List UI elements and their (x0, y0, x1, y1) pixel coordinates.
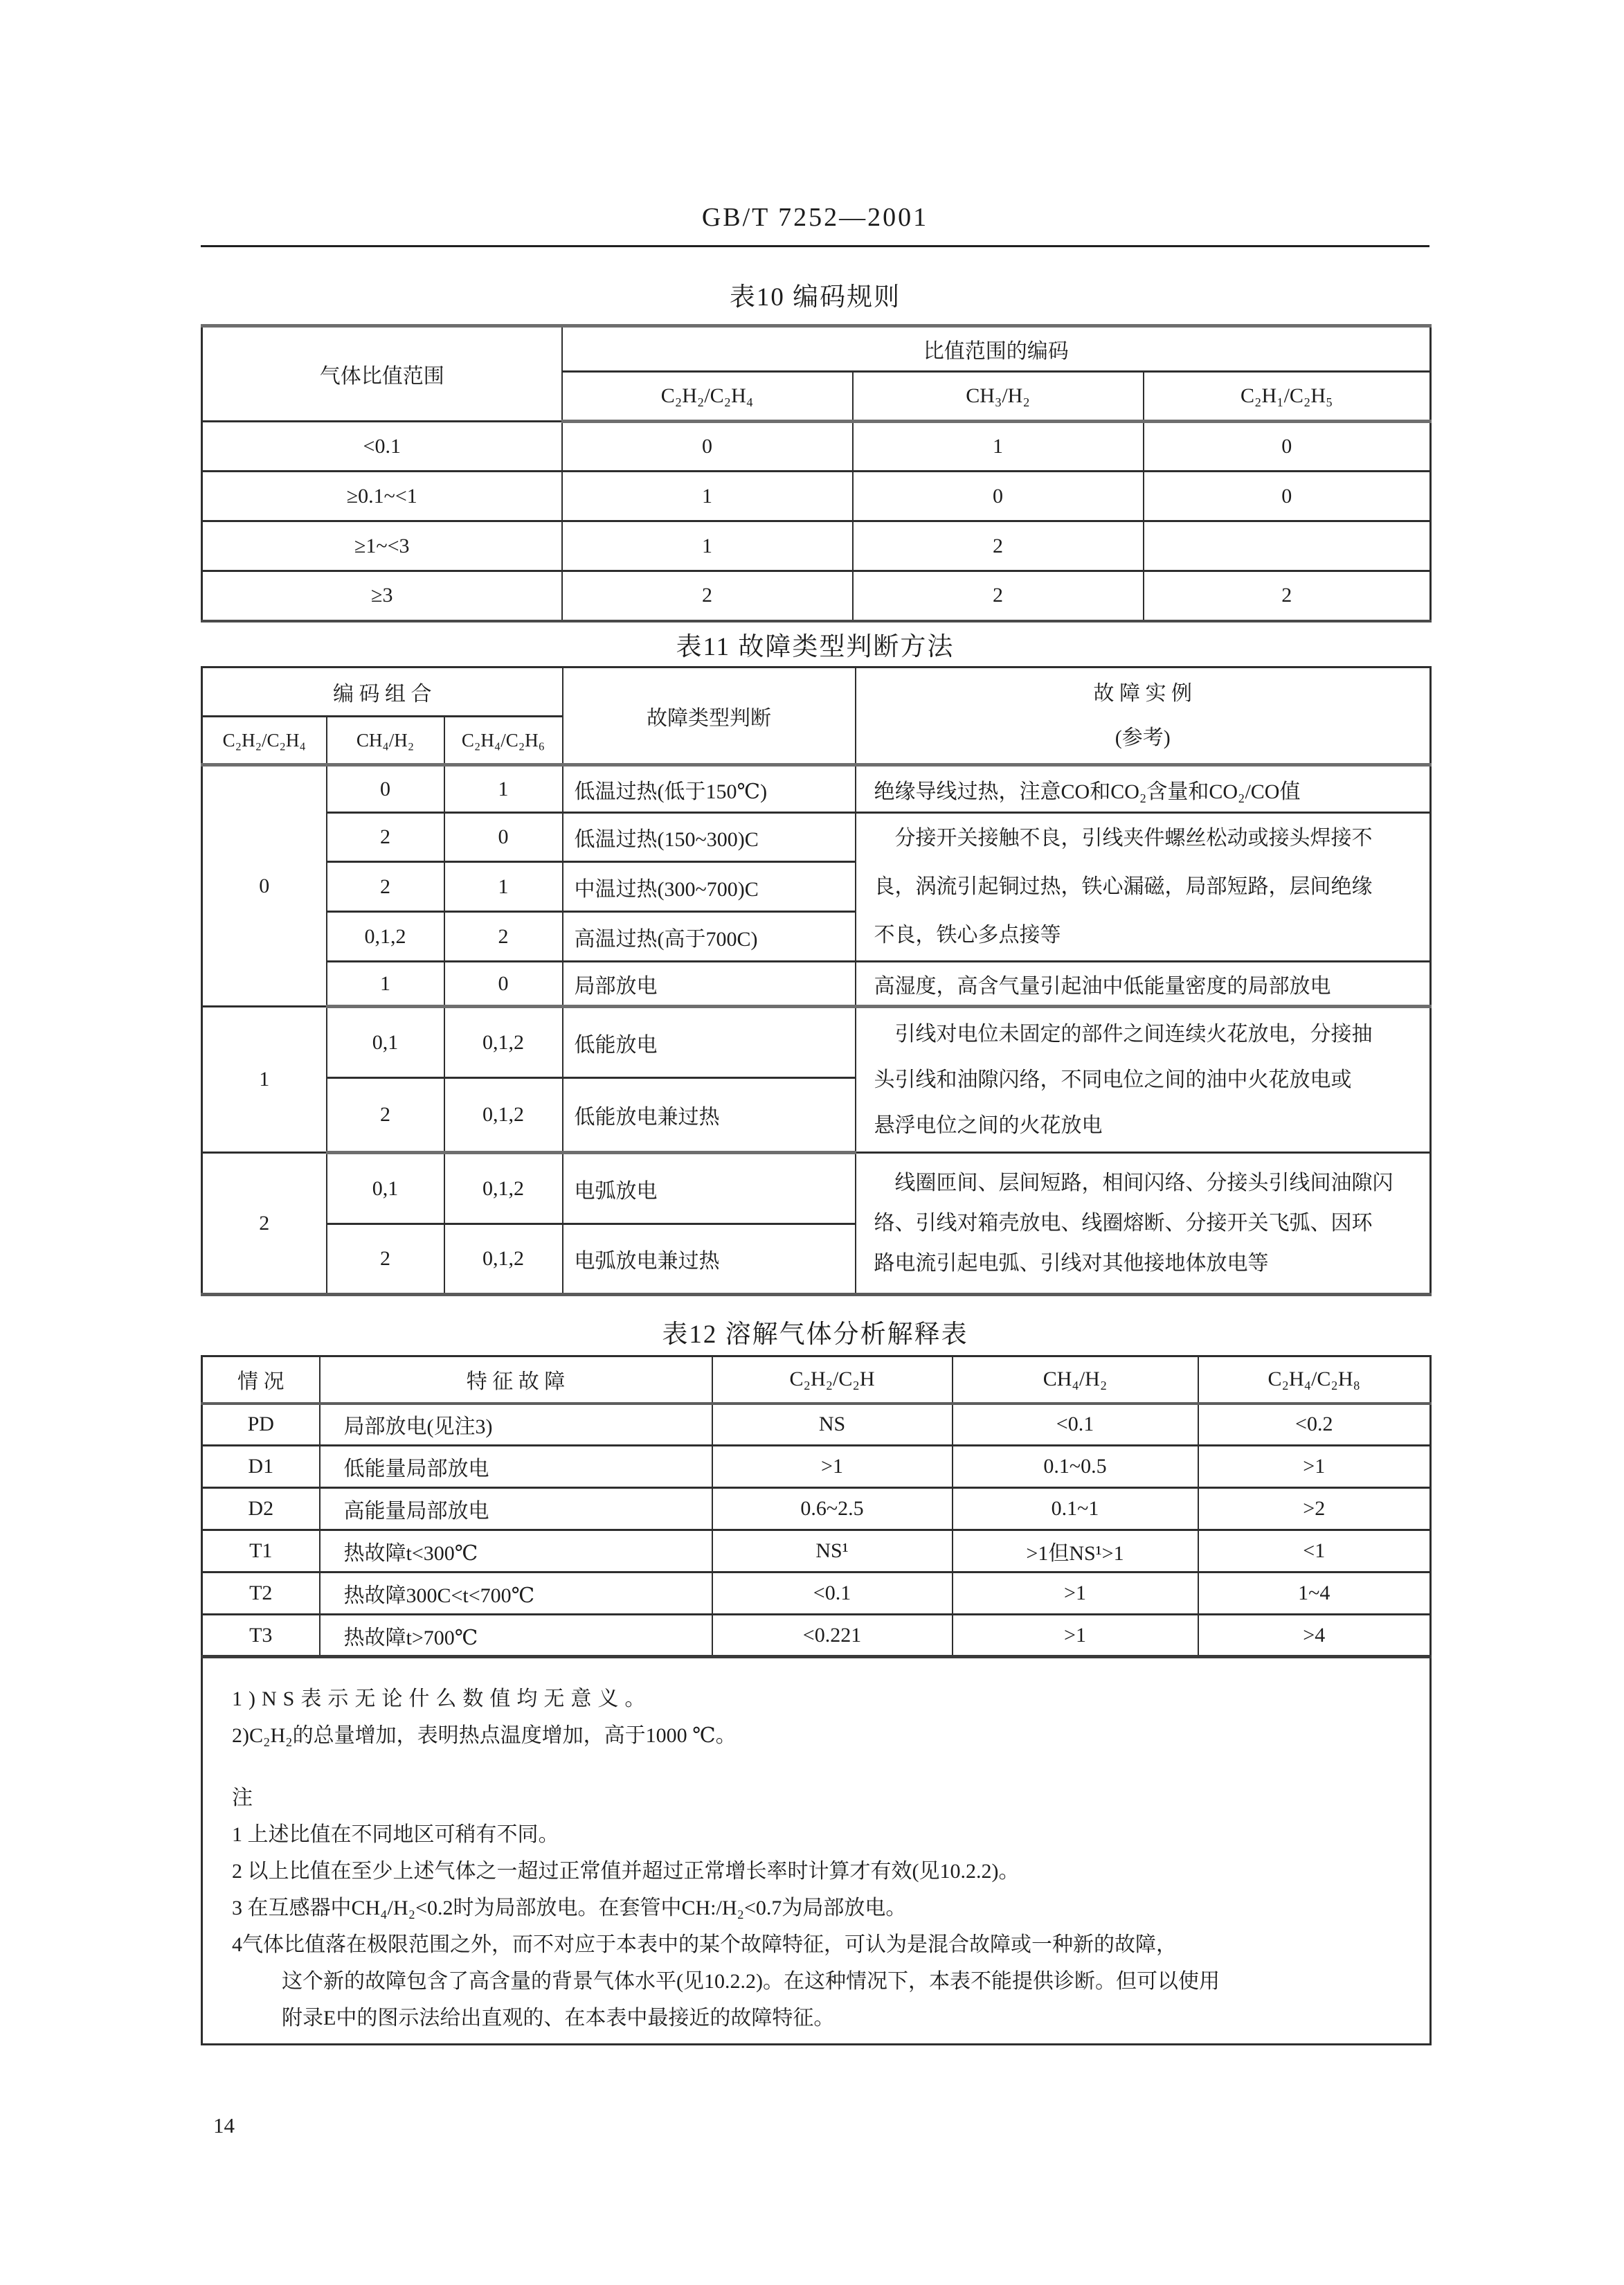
example-line: 络、引线对箱壳放电、线圈熔断、分接开关飞弧、因环 (874, 1211, 1373, 1235)
note-item-2: 2 以上比值在至少上述气体之一超过正常值并超过正常增长率时计算才有效(见10.2.2)。 (232, 1860, 1020, 1883)
cell-fault: 高温过热(高于700C) (563, 912, 856, 962)
note-item-4-cont-1: 这个新的故障包含了高含量的背景气体水平(见10.2.2)。在这种情况下，本表不能提供诊断。但可以使用 (282, 1970, 1220, 1993)
cell-range: ≥0.1~<1 (202, 472, 562, 521)
cell-code1: 0 (202, 765, 327, 1007)
example-line: 路电流引起电弧、引线对其他接地体放电等 (874, 1251, 1269, 1275)
cell-fault: 热故障t>700℃ (320, 1615, 712, 1657)
cell-case: T1 (202, 1530, 320, 1572)
cell-fault: 局部放电(见注3) (320, 1404, 712, 1446)
example-line: 悬浮电位之间的火花放电 (874, 1113, 1103, 1137)
note-item-4-cont-2: 附录E中的图示法给出直观的、在本表中最接近的故障特征。 (282, 2007, 835, 2029)
t11-header-example (856, 667, 1431, 765)
cell-range: ≥1~<3 (202, 521, 562, 571)
cell-code (1144, 521, 1431, 571)
cell-value: >4 (1198, 1615, 1431, 1657)
table-row (202, 813, 1431, 862)
cell-code2: 0,1,2 (327, 912, 444, 962)
cell-value: <0.1 (712, 1572, 953, 1615)
table-row (202, 1007, 1431, 1078)
table-row (202, 667, 1431, 717)
cell-code: 0 (562, 422, 853, 472)
table-row (202, 1615, 1431, 1657)
example-line: 良，涡流引起铜过热，铁心漏磁，局部短路，层间绝缘 (874, 875, 1373, 898)
cell-range: <0.1 (202, 422, 562, 472)
cell-case: PD (202, 1404, 320, 1446)
cell-code: 0 (853, 472, 1144, 521)
cell-code: 2 (1144, 571, 1431, 621)
table-row (202, 1404, 1431, 1446)
cell-code3: 1 (444, 765, 563, 813)
table-row (202, 571, 1431, 621)
table-row (202, 521, 1431, 571)
cell-value: 1~4 (1198, 1572, 1431, 1615)
table12-title: 表12 溶解气体分析解释表 (662, 1320, 968, 1349)
note-item-3: 3 在互感器中CH₄/H₂<0.2时为局部放电。在套管中CH:/H₂<0.7为局部放电。 (232, 1897, 907, 1919)
cell-fault: 低温过热(低于150℃) (563, 765, 856, 813)
t10-header-col-2: C₂H₁/C₂H₅ (1144, 372, 1431, 422)
table12 (201, 1355, 1432, 2045)
cell-code2: 2 (327, 862, 444, 912)
cell-value: >2 (1198, 1488, 1431, 1530)
cell-code3: 1 (444, 862, 563, 912)
t11-header-col-1: CH₄/H₂ (327, 717, 444, 765)
cell-code2: 0,1 (327, 1007, 444, 1078)
table-row (202, 1488, 1431, 1530)
page-number: 14 (213, 2113, 235, 2138)
table-row (202, 326, 1431, 372)
t11-header-col-0: C₂H₂/C₂H₄ (202, 717, 327, 765)
cell-code3: 0,1,2 (444, 1007, 563, 1078)
cell-value: <0.2 (1198, 1404, 1431, 1446)
cell-code: 0 (1144, 422, 1431, 472)
example-line: 分接开关接触不良，引线夹件螺丝松动或接头焊接不 (894, 827, 1373, 850)
table-row (202, 1153, 1431, 1224)
table-row (202, 1446, 1431, 1488)
table10-title: 表10 编码规则 (729, 283, 901, 312)
cell-value: 0.6~2.5 (712, 1488, 953, 1530)
cell-code: 2 (853, 521, 1144, 571)
cell-code: 2 (853, 571, 1144, 621)
cell-code3: 0 (444, 813, 563, 862)
example-line: 线圈匝间、层间短路，相间闪络、分接头引线间油隙闪 (894, 1171, 1393, 1194)
table-row (202, 1530, 1431, 1572)
cell-value: <0.1 (953, 1404, 1198, 1446)
cell-value: 0.1~0.5 (953, 1446, 1198, 1488)
cell-code2: 2 (327, 813, 444, 862)
cell-example (856, 1153, 1431, 1295)
cell-example (856, 813, 1431, 962)
t11-header-example-sub: (参考) (1115, 726, 1171, 749)
cell-example (856, 1007, 1431, 1153)
note-item-4: 4气体比值落在极限范围之外，而不对应于本表中的某个故障特征，可认为是混合故障或一种新的故障， (232, 1933, 1177, 1956)
cell-code: 1 (562, 472, 853, 521)
example-line: 不良，铁心多点接等 (874, 924, 1061, 947)
t11-header-fault-type: 故障类型判断 (563, 667, 856, 765)
table-row (202, 765, 1431, 813)
table11 (201, 666, 1432, 1296)
t12-header-case: 情 况 (202, 1356, 320, 1404)
cell-example: 高湿度，高含气量引起油中低能量密度的局部放电 (856, 962, 1431, 1007)
table-row (202, 422, 1431, 472)
cell-value: >1 (712, 1446, 953, 1488)
cell-code1: 1 (202, 1007, 327, 1153)
table-row (202, 1356, 1431, 1404)
table-row (202, 472, 1431, 521)
t11-header-example-title: 故 障 实 例 (1093, 681, 1193, 705)
cell-fault: 低温过热(150~300)C (563, 813, 856, 862)
cell-code3: 0,1,2 (444, 1078, 563, 1153)
cell-code2: 0,1 (327, 1153, 444, 1224)
cell-value: >1但NS¹>1 (953, 1530, 1198, 1572)
cell-case: T2 (202, 1572, 320, 1615)
cell-range: ≥3 (202, 571, 562, 621)
cell-code2: 0 (327, 765, 444, 813)
footnote-2: 2)C₂H₂的总量增加，表明热点温度增加，高于1000 ℃。 (232, 1724, 737, 1747)
table10 (201, 324, 1432, 622)
cell-fault: 局部放电 (563, 962, 856, 1007)
cell-code: 1 (853, 422, 1144, 472)
cell-case: D1 (202, 1446, 320, 1488)
table11-title: 表11 故障类型判断方法 (676, 633, 955, 661)
cell-fault: 高能量局部放电 (320, 1488, 712, 1530)
cell-fault: 低能放电兼过热 (563, 1078, 856, 1153)
cell-code3: 0,1,2 (444, 1153, 563, 1224)
cell-value: >1 (1198, 1446, 1431, 1488)
cell-code3: 0,1,2 (444, 1224, 563, 1295)
t10-header-gas-ratio: 气体比值范围 (202, 326, 562, 422)
cell-code: 2 (562, 571, 853, 621)
cell-fault: 中温过热(300~700)C (563, 862, 856, 912)
cell-code3: 2 (444, 912, 563, 962)
cell-value: <0.221 (712, 1615, 953, 1657)
cell-fault: 热故障300C<t<700℃ (320, 1572, 712, 1615)
cell-code2: 1 (327, 962, 444, 1007)
cell-code2: 2 (327, 1078, 444, 1153)
cell-value: 0.1~1 (953, 1488, 1198, 1530)
header-rule (201, 245, 1429, 247)
cell-case: D2 (202, 1488, 320, 1530)
t10-header-col-1: CH₃/H₂ (853, 372, 1144, 422)
footnote-1: 1)NS表示无论什么数值均无意义。 (232, 1687, 652, 1710)
t10-header-col-0: C₂H₂/C₂H₄ (562, 372, 853, 422)
t11-header-col-2: C₂H₄/C₂H₆ (444, 717, 563, 765)
notes-label: 注 (232, 1786, 253, 1809)
t12-header-col-2: C₂H₄/C₂H₈ (1198, 1356, 1431, 1404)
table12-notes (202, 1657, 1431, 2045)
example-line: 头引线和油隙闪络，不同电位之间的油中火花放电或 (874, 1068, 1352, 1091)
t12-header-fault: 特 征 故 障 (320, 1356, 712, 1404)
cell-case: T3 (202, 1615, 320, 1657)
content-area (201, 0, 1429, 2285)
cell-value: >1 (953, 1615, 1198, 1657)
cell-code3: 0 (444, 962, 563, 1007)
cell-fault: 低能放电 (563, 1007, 856, 1078)
cell-value: >1 (953, 1572, 1198, 1615)
t10-header-coding: 比值范围的编码 (562, 326, 1431, 372)
cell-value: NS¹ (712, 1530, 953, 1572)
t12-header-col-0: C₂H₂/C₂H (712, 1356, 953, 1404)
cell-fault: 电弧放电兼过热 (563, 1224, 856, 1295)
cell-code1: 2 (202, 1153, 327, 1295)
cell-fault: 热故障t<300℃ (320, 1530, 712, 1572)
cell-fault: 电弧放电 (563, 1153, 856, 1224)
cell-value: NS (712, 1404, 953, 1446)
example-line: 引线对电位未固定的部件之间连续火花放电，分接抽 (894, 1022, 1373, 1046)
t12-header-col-1: CH₄/H₂ (953, 1356, 1198, 1404)
note-item-1: 1 上述比值在不同地区可稍有不同。 (232, 1823, 559, 1846)
table-row (202, 1657, 1431, 2045)
cell-value: <1 (1198, 1530, 1431, 1572)
cell-code2: 2 (327, 1224, 444, 1295)
doc-number: GB/T 7252—2001 (701, 203, 929, 232)
cell-code: 0 (1144, 472, 1431, 521)
cell-fault: 低能量局部放电 (320, 1446, 712, 1488)
table-row (202, 1572, 1431, 1615)
t11-header-coding-group: 编 码 组 合 (202, 667, 563, 717)
cell-code: 1 (562, 521, 853, 571)
cell-example: 绝缘导线过热，注意CO和CO₂含量和CO₂/CO值 (856, 765, 1431, 813)
table-row (202, 962, 1431, 1007)
